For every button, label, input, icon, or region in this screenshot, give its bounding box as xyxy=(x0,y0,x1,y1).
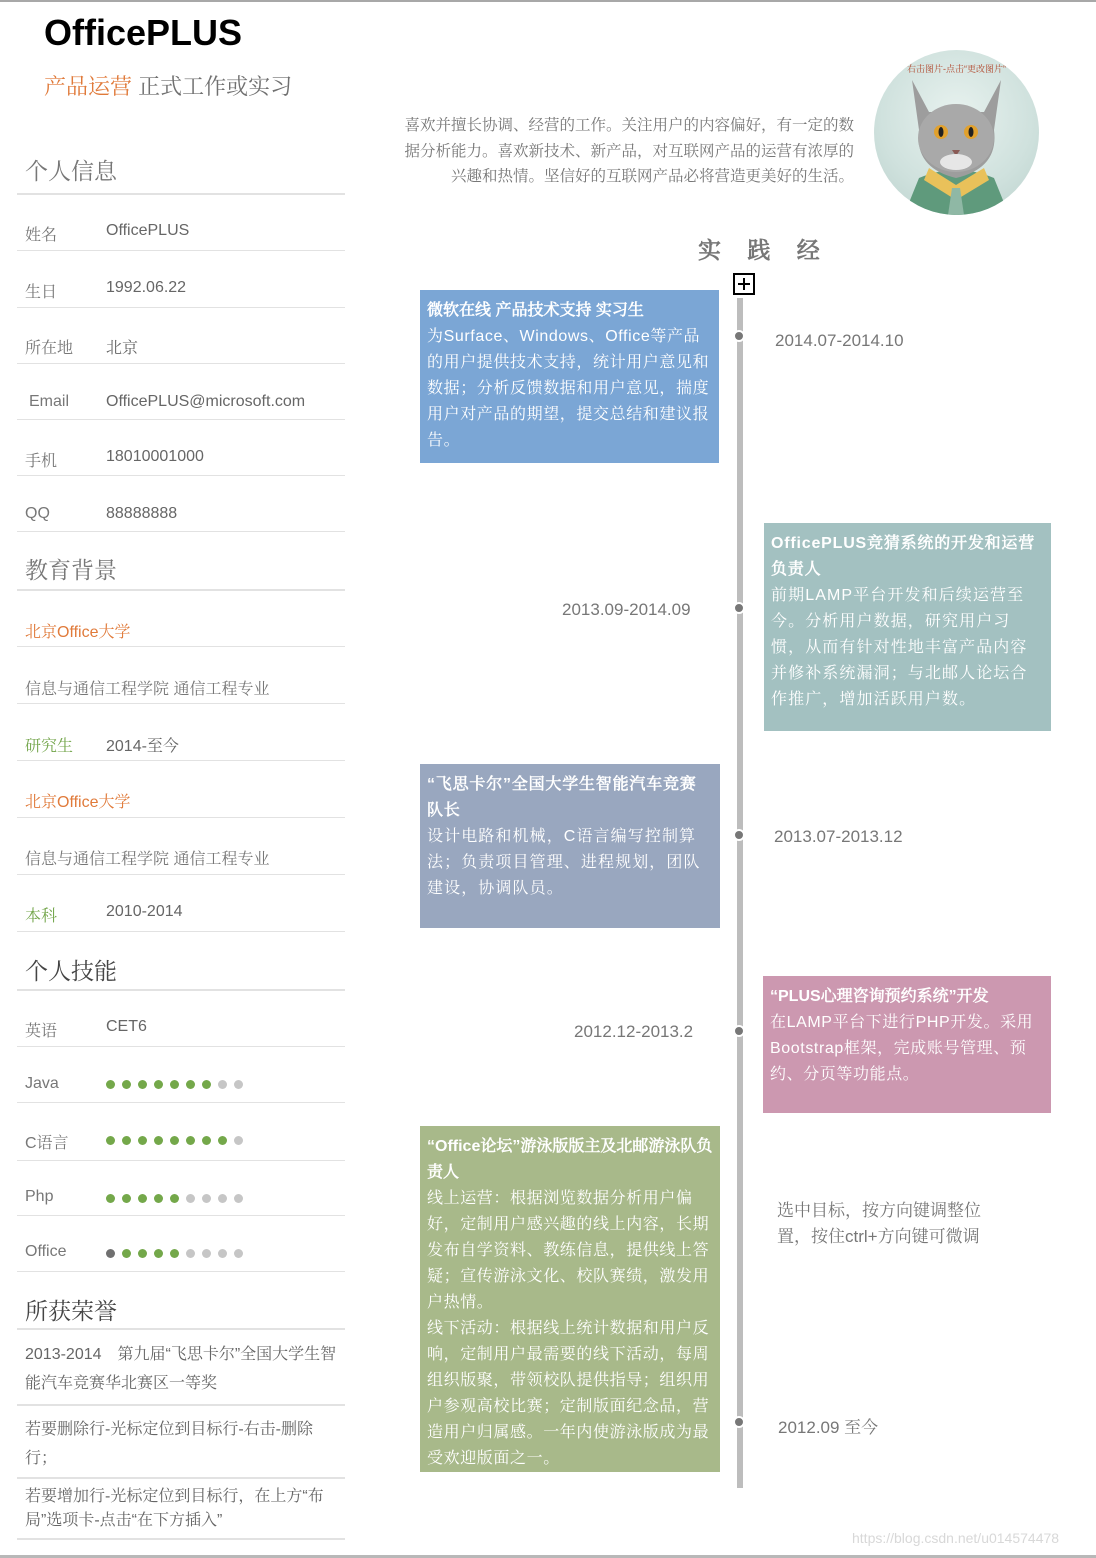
experience-card xyxy=(764,523,1051,731)
experience-description: 设计电路和机械，C语言编写控制算法；负责项目管理、进程规划，团队建设，协调队员。 xyxy=(427,828,701,897)
rating-dot-empty xyxy=(218,1080,227,1089)
editing-tip: 选中目标，按方向键调整位置，按住ctrl+方向键可微调 xyxy=(777,1201,981,1246)
avatar-photo[interactable] xyxy=(874,50,1039,215)
rating-dot-filled xyxy=(106,1194,115,1203)
section-title-education: 教育背景 xyxy=(25,557,117,583)
table-move-handle-icon[interactable] xyxy=(733,273,755,295)
rating-dot-filled xyxy=(138,1194,147,1203)
degree-period: 2010-2014 xyxy=(106,903,183,920)
major-name: 信息与通信工程学院 通信工程专业 xyxy=(25,851,270,868)
info-row-birthday xyxy=(17,251,345,308)
info-label: Email xyxy=(29,393,70,410)
rating-dot-filled xyxy=(218,1136,227,1145)
skill-rating xyxy=(106,1249,243,1258)
skill-row-office xyxy=(17,1216,345,1272)
skill-value: CET6 xyxy=(106,1018,147,1035)
degree-label: 本科 xyxy=(25,908,58,925)
divider xyxy=(17,1477,345,1479)
info-value: 88888888 xyxy=(106,505,178,522)
divider xyxy=(17,1404,345,1406)
watermark: https://blog.csdn.net/u014574478 xyxy=(852,1530,1060,1546)
rating-dot-filled xyxy=(106,1080,115,1089)
skill-rating xyxy=(106,1194,243,1203)
experience-title: “PLUS心理咨询预约系统”开发 xyxy=(770,988,989,1005)
timeline-node xyxy=(733,829,745,841)
experience-title: 微软在线 产品技术支持 实习生 xyxy=(427,302,644,319)
experience-card xyxy=(763,976,1051,1113)
rating-dot-empty xyxy=(234,1249,243,1258)
honor-item: 若要增加行-光标定位到目标行，在上方“布局”选项卡-点击“在下方插入” xyxy=(25,1488,324,1529)
degree-label: 研究生 xyxy=(25,738,74,755)
rating-dot-empty xyxy=(234,1194,243,1203)
experience-card xyxy=(420,1126,720,1472)
skill-row-php xyxy=(17,1161,345,1216)
education-major xyxy=(17,647,345,704)
rating-dot-filled xyxy=(122,1080,131,1089)
education-major xyxy=(17,818,345,875)
section-title-honors: 所获荣誉 xyxy=(25,1298,117,1324)
honor-item: 2013-2014 第九届“飞思卡尔”全国大学生智能汽车竞赛华北赛区一等奖 xyxy=(25,1346,337,1392)
timeline-date: 2014.07-2014.10 xyxy=(775,331,904,350)
info-row-phone xyxy=(17,420,345,476)
honor-item: 若要删除行-光标定位到目标行-右击-删除行； xyxy=(25,1421,313,1467)
skill-label: 英语 xyxy=(25,1023,58,1040)
timeline-date: 2012.12-2013.2 xyxy=(574,1022,694,1041)
info-label: 姓名 xyxy=(25,227,58,244)
rating-dot-filled xyxy=(122,1249,131,1258)
rating-dot-empty xyxy=(202,1194,211,1203)
experience-description: 为Surface、Windows、Office等产品的用户提供技术支持，统计用户意见和数据；分析反馈数据和用户意见，揣度用户对产品的期望，提交总结和建议报告。 xyxy=(427,328,710,449)
rating-dot-filled xyxy=(170,1194,179,1203)
school-name: 北京Office大学 xyxy=(25,794,131,811)
skill-label: Office xyxy=(25,1243,67,1260)
experience-card xyxy=(420,764,720,928)
timeline-date: 2013.09-2014.09 xyxy=(562,600,691,619)
candidate-name: OfficePLUS xyxy=(44,12,243,53)
experience-description: 在LAMP平台下进行PHP开发。采用Bootstrap框架，完成账号管理、预约、分页等功能点。 xyxy=(770,1014,1034,1083)
info-label: 所在地 xyxy=(25,340,74,357)
timeline-title: 实 践 经 xyxy=(698,237,830,263)
rating-dot-filled xyxy=(122,1194,131,1203)
rating-dot-filled xyxy=(186,1136,195,1145)
rating-dot-filled xyxy=(186,1080,195,1089)
degree-period: 2014-至今 xyxy=(106,738,179,755)
rating-dot-filled xyxy=(170,1136,179,1145)
job-type: 正式工作或实习 xyxy=(138,74,293,99)
intro-line: 喜欢并擅长协调、经营的工作。关注用户的内容偏好，有一定的数 xyxy=(404,117,854,134)
info-value: OfficePLUS xyxy=(106,222,190,239)
info-value: 1992.06.22 xyxy=(106,279,187,296)
info-value: 北京 xyxy=(106,340,139,357)
info-value: 18010001000 xyxy=(106,448,204,465)
skill-label: Php xyxy=(25,1188,54,1205)
skill-row-english xyxy=(17,990,345,1047)
intro-line: 据分析能力。喜欢新技术、新产品，对互联网产品的运营有浓厚的 xyxy=(404,142,854,160)
job-role: 产品运营 xyxy=(44,74,133,99)
skill-label: C语言 xyxy=(25,1135,69,1152)
education-degree xyxy=(17,704,345,761)
experience-description: 前期LAMP平台开发和后续运营至今。分析用户数据，研究用户习惯，从而有针对性地丰富产品内容并修补系统漏洞；与北邮人论坛合作推广，增加活跃用户数。 xyxy=(771,587,1028,708)
skill-rating xyxy=(106,1136,243,1145)
rating-dot-filled xyxy=(154,1080,163,1089)
rating-dot-empty xyxy=(234,1136,243,1145)
experience-title: OfficePLUS竞猜系统的开发和运营负责人 xyxy=(771,535,1036,578)
info-label: 生日 xyxy=(25,284,58,301)
timeline-node xyxy=(733,1025,745,1037)
rating-dot-filled xyxy=(170,1080,179,1089)
skill-row-c xyxy=(17,1103,345,1161)
timeline-axis xyxy=(737,298,743,1488)
top-border xyxy=(0,0,1096,2)
rating-dot-filled xyxy=(154,1136,163,1145)
education-school xyxy=(17,761,345,818)
rating-dot-empty xyxy=(186,1249,195,1258)
divider xyxy=(17,1328,345,1330)
experience-title: “飞思卡尔”全国大学生智能汽车竞赛队长 xyxy=(427,776,697,819)
cat-portrait-icon xyxy=(874,50,1039,215)
rating-dot-empty xyxy=(202,1249,211,1258)
info-row-qq xyxy=(17,476,345,532)
self-introduction xyxy=(364,113,854,190)
intro-line: 兴趣和热情。坚信好的互联网产品必将营造更美好的生活。 xyxy=(450,168,854,185)
rating-dot-filled xyxy=(202,1136,211,1145)
info-row-email xyxy=(17,364,345,420)
skill-row-java xyxy=(17,1047,345,1103)
info-label: 手机 xyxy=(25,453,58,470)
info-row-location xyxy=(17,308,345,364)
timeline-node xyxy=(733,330,745,342)
rating-dot-filled xyxy=(138,1249,147,1258)
avatar-hint: 右击图片-点击“更改图片” xyxy=(907,64,1006,74)
rating-dot-filled xyxy=(154,1194,163,1203)
major-name: 信息与通信工程学院 通信工程专业 xyxy=(25,681,270,698)
timeline-node xyxy=(733,1416,745,1428)
rating-dot-empty xyxy=(234,1080,243,1089)
info-value: OfficePLUS@microsoft.com xyxy=(106,393,306,410)
job-intention xyxy=(44,70,292,101)
rating-dot-empty xyxy=(186,1194,195,1203)
info-label: QQ xyxy=(25,505,50,522)
experience-description: 线下活动：根据线上统计数据和用户反响，定制用户最需要的线下活动，每周组织版聚，带领校队提供指导；组织用户参观高校比赛；定制版面纪念品，营造用户归属感。一年内使游泳版成为最受欢迎版面之一。 xyxy=(427,1320,710,1467)
divider xyxy=(17,1538,345,1540)
rating-dot-empty xyxy=(218,1249,227,1258)
experience-card xyxy=(420,290,719,463)
rating-dot-empty xyxy=(218,1194,227,1203)
rating-dot-filled xyxy=(138,1136,147,1145)
rating-dot-filled xyxy=(122,1136,131,1145)
education-school xyxy=(17,590,345,647)
skill-label: Java xyxy=(25,1075,59,1092)
rating-dot-filled xyxy=(154,1249,163,1258)
rating-dot-filled xyxy=(106,1136,115,1145)
timeline-date: 2013.07-2013.12 xyxy=(774,827,903,846)
rating-dot-selected xyxy=(106,1249,115,1258)
education-degree xyxy=(17,875,345,932)
skill-rating xyxy=(106,1080,243,1089)
rating-dot-filled xyxy=(170,1249,179,1258)
info-row-name xyxy=(17,194,345,251)
timeline-date: 2012.09 至今 xyxy=(778,1418,879,1437)
experience-description: 线上运营：根据浏览数据分析用户偏好，定制用户感兴趣的线上内容，长期发布自学资料、教练信息，提供线上答疑；宣传游泳文化、校队赛绩，激发用户热情。 xyxy=(427,1190,710,1311)
experience-title: “Office论坛”游泳版版主及北邮游泳队负责人 xyxy=(427,1138,713,1181)
section-title-personal-info: 个人信息 xyxy=(25,158,117,184)
rating-dot-filled xyxy=(202,1080,211,1089)
timeline-node xyxy=(733,602,745,614)
section-title-skills: 个人技能 xyxy=(25,958,117,984)
rating-dot-filled xyxy=(138,1080,147,1089)
school-name: 北京Office大学 xyxy=(25,624,131,641)
